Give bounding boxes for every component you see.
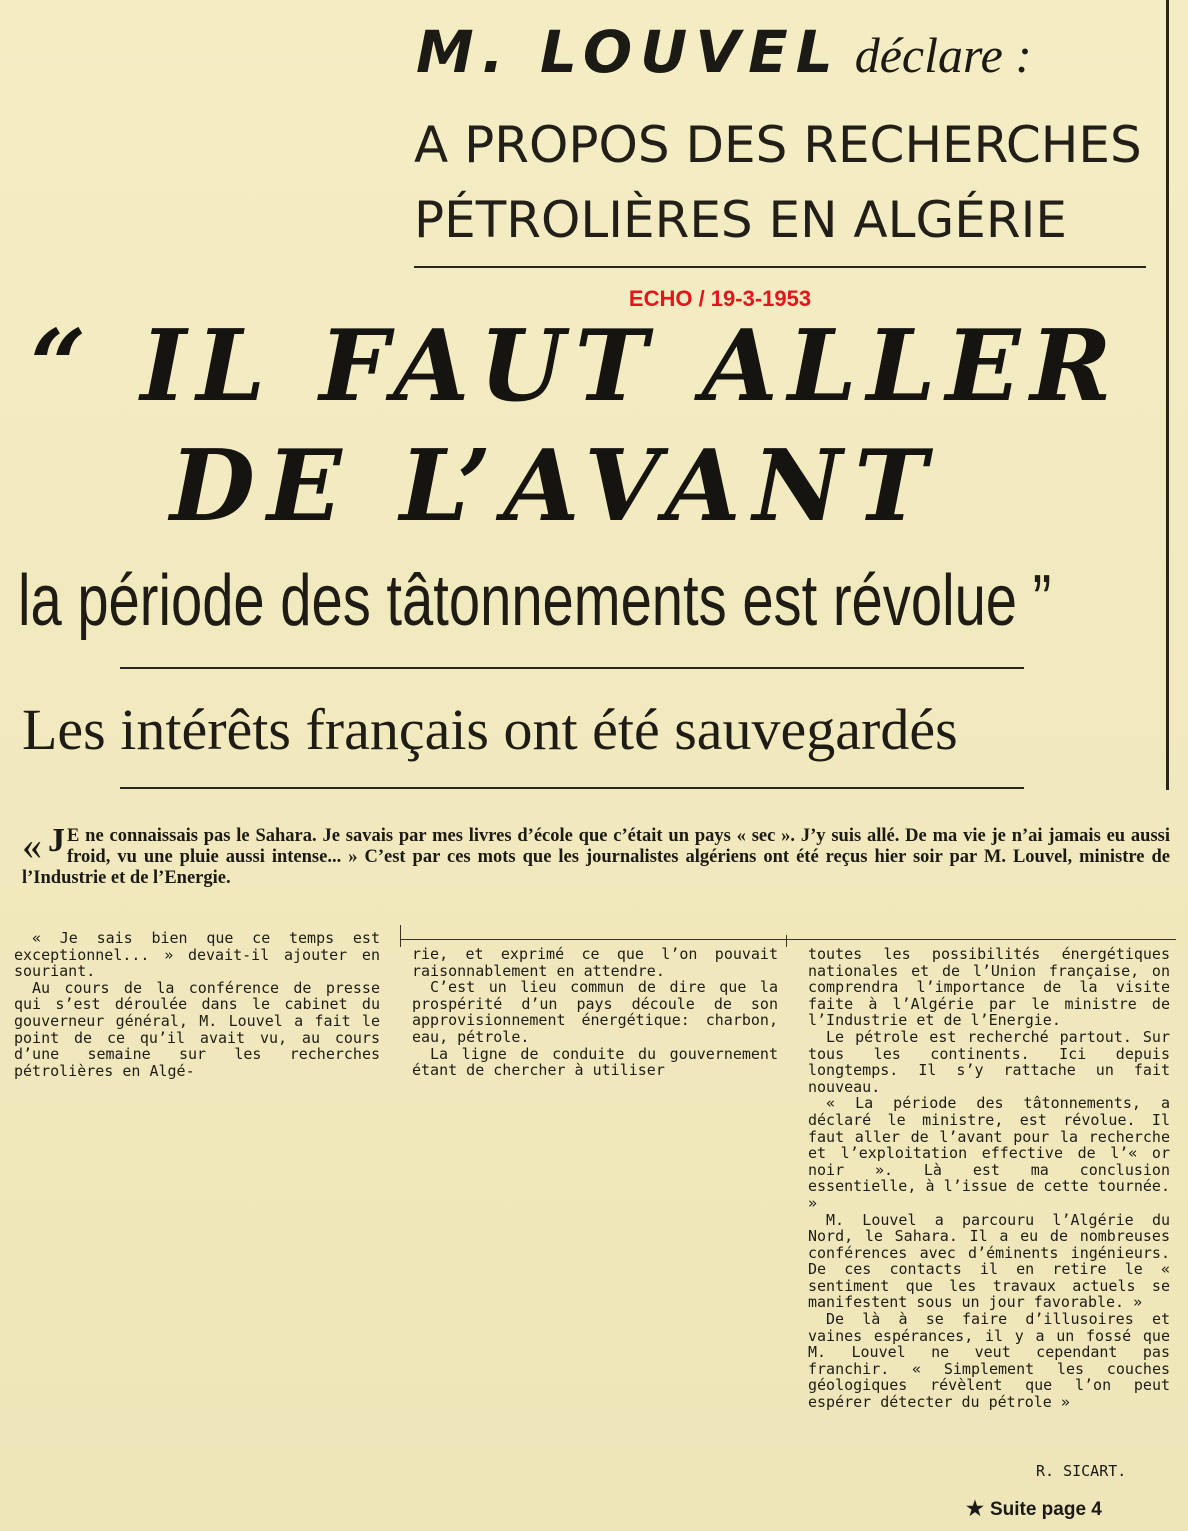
column-1-paragraph: « Je sais bien que ce temps est exceptionnel... » devait-il ajouter en souriant. — [14, 929, 380, 981]
column-2-paragraph: rie, et exprimé ce que l’on pouvait raisonnablement en attendre. — [412, 945, 778, 980]
column-3-paragraph: M. Louvel a parcouru l’Algérie du Nord, le Sahara. Il a eu de nombreuses conférences avec d’éminents ingénieurs. De ces contacts il en retire le « sentiment que les travaux actuels se manifestent sous un jour favorable. » — [808, 1210, 1170, 1312]
continuation-note — [966, 1496, 1102, 1521]
header-divider — [414, 266, 1146, 268]
column-3 — [808, 946, 1170, 1411]
headline-line-2: DE L’AVANT — [170, 429, 940, 544]
source-stamp: ECHO / 19-3-1953 — [628, 286, 812, 311]
lead-paragraph — [22, 822, 1170, 889]
secondary-divider — [120, 787, 1024, 789]
headline-line-1: “ IL FAUT ALLER — [30, 309, 1122, 424]
column-2 — [412, 946, 778, 1079]
column-2-top-rule — [400, 939, 786, 940]
continuation-label: Suite page 4 — [989, 1499, 1102, 1520]
secondary-headline: Les intérêts français ont été sauvegardés — [22, 697, 958, 762]
byline: R. SICART. — [1036, 1462, 1127, 1480]
kicker — [416, 18, 1156, 86]
subhead-divider — [120, 667, 1024, 669]
column-3-paragraph: Le pétrole est recherché partout. Sur tous les continents. Ici depuis longtemps. Il s’y rattache un fait nouveau. — [808, 1027, 1170, 1096]
right-column-rule — [1166, 0, 1169, 790]
column-1-paragraph: Au cours de la conférence de presse qui s’est déroulée dans le cabinet du gouverneur général, M. Louvel a fait le point de ce qu’il avait vu, au cours d’une semaine sur les recherches pétrolières en Algé- — [14, 978, 380, 1080]
lead-open-quote: « — [22, 823, 42, 868]
star-icon: ★ — [966, 1498, 984, 1520]
column-2-left-tick — [400, 925, 401, 947]
deck-line-1: A PROPOS DES RECHERCHES — [414, 116, 1142, 174]
headline-subhead: la période des tâtonnements est révolue ” — [18, 561, 1052, 641]
column-2-paragraph: La ligne de conduite du gouvernement étant de chercher à utiliser — [412, 1044, 778, 1080]
column-3-paragraph: toutes les possibilités énergétiques nationales et de l’Union française, on comprendra l’importance de la visite faite à l’Algérie par le ministre de l’Industrie et de l’Energie. — [808, 945, 1170, 1030]
column-3-paragraph: « La période des tâtonnements, a déclaré le ministre, est révolue. Il faut aller de l’avant pour la recherche et l’exploitation effective de l’« or noir ». Là est ma conclusion essentielle, à l’issue de cette tournée. » — [808, 1094, 1170, 1212]
column-3-top-rule — [786, 939, 1176, 940]
kicker-verb: déclare : — [854, 27, 1032, 83]
column-2-paragraph: C’est un lieu commun de dire que la prospérité d’un pays découle de son approvisionnement énergétique: charbon, eau, pétrole. — [412, 978, 778, 1046]
deck-line-2: PÉTROLIÈRES EN ALGÉRIE — [414, 191, 1067, 249]
column-1 — [14, 930, 380, 1079]
lead-text: E ne connaissais pas le Sahara. Je savais par mes livres d’école que c’était un pays « sec ». J’y suis allé. De ma vie je n’ai jamais eu aussi froid, vu une pluie aussi intense... » C’est par ces mots que les journalistes algériens ont été reçus hier soir par M. Louvel, ministre de l’Industrie et de l’Energie. — [22, 826, 1170, 888]
kicker-name: M. LOUVEL — [416, 18, 841, 86]
column-3-paragraph: De là à se faire d’illusoires et vaines espérances, il y a un fossé que M. Louvel ne veut cependant pas franchir. « Simplement les couches géologiques révèlent que l’on peut espérer détecter du pétrole » — [808, 1310, 1170, 1412]
column-3-left-tick — [786, 935, 787, 947]
lead-drop-letter: J — [48, 822, 65, 859]
